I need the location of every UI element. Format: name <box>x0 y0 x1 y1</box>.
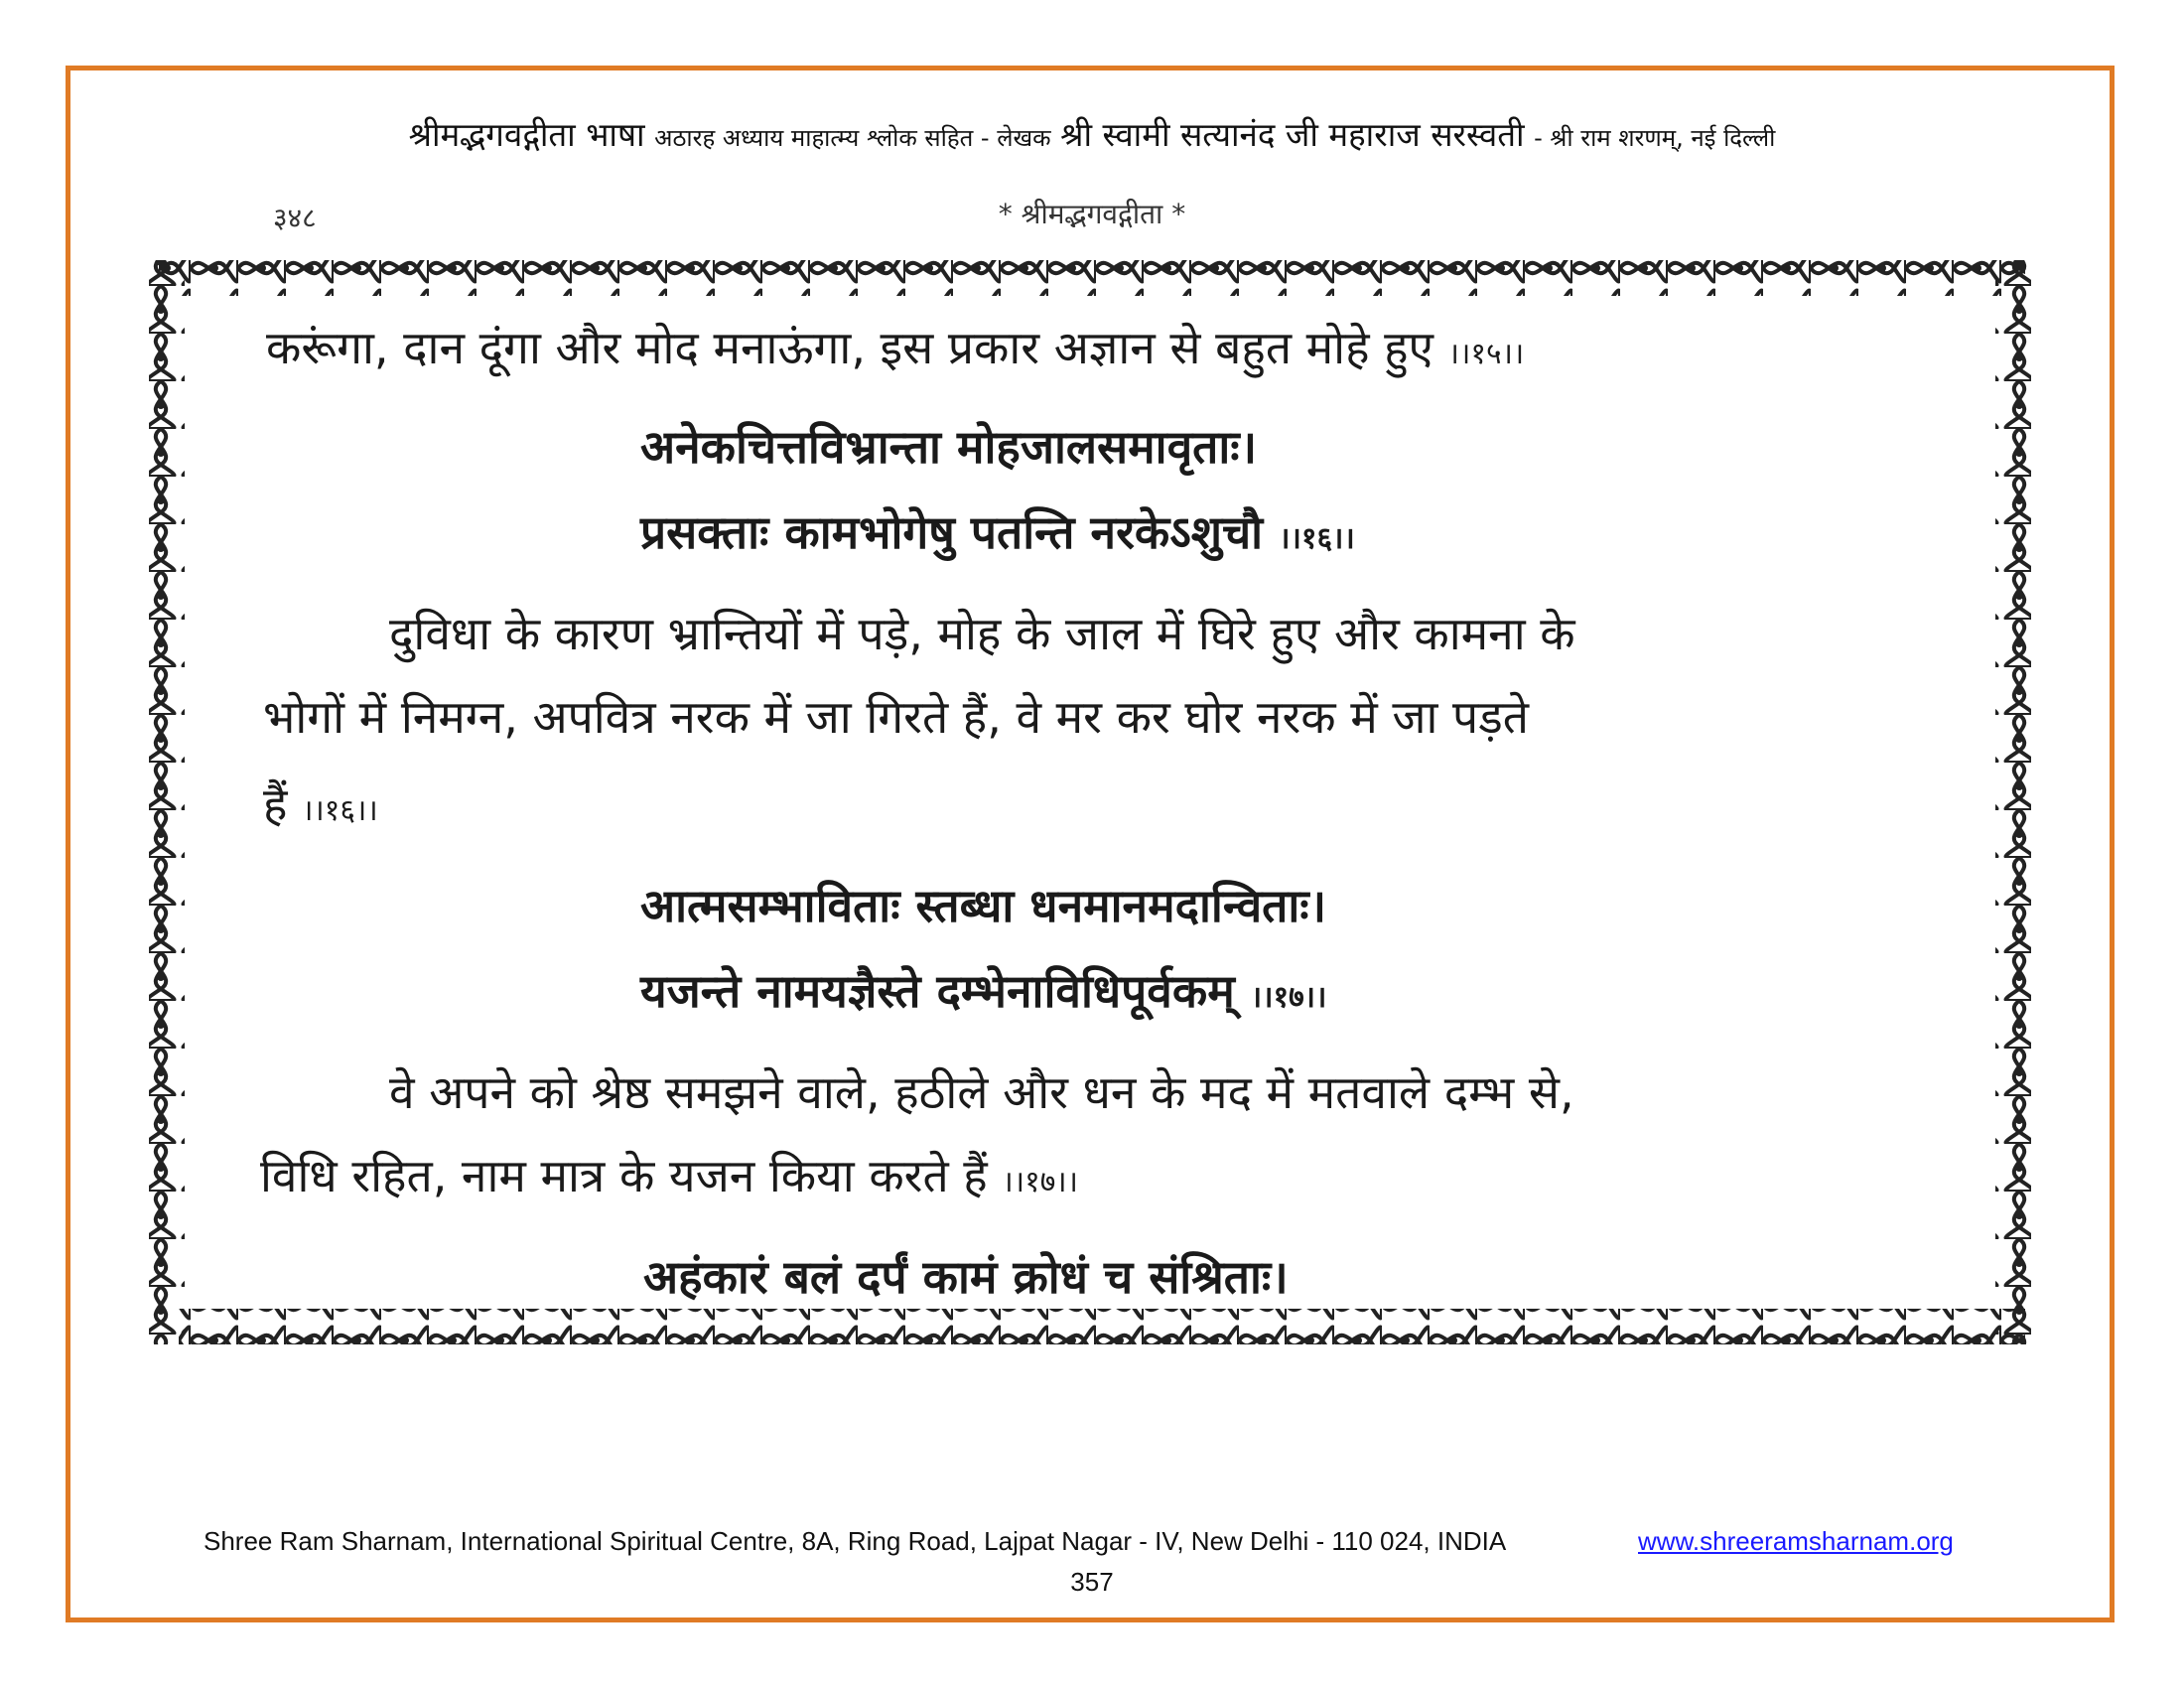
line-text: अहंकारं बलं दर्पं कामं क्रोधं च संश्रिताः। <box>643 1250 1289 1304</box>
line-text: वे अपने को श्रेष्ठ समझने वाले, हठीले और धन के मद में मतवाले दम्भ से, <box>389 1065 1574 1119</box>
footer-website-link[interactable]: www.shreeramsharnam.org <box>1638 1526 1954 1556</box>
header-title-1: श्रीमद्भगवद्गीता भाषा <box>408 115 645 154</box>
line-text: हैं <box>263 777 288 831</box>
verse-16-line-2 <box>640 500 1355 562</box>
verse-16-line-1 <box>640 415 1257 477</box>
header-title-4: - श्री राम शरणम्, नई दिल्ली <box>1534 124 1776 152</box>
verse-number: ।।१७।। <box>1250 980 1327 1015</box>
scan-page-number: ३४८ <box>273 202 317 234</box>
border-bottom <box>179 1309 2025 1344</box>
verse-17-line-2 <box>640 959 1326 1021</box>
text-line-4 <box>389 602 1575 663</box>
verse-17-line-1 <box>640 874 1326 935</box>
line-text: करूंगा, दान दूंगा और मोद मनाऊंगा, इस प्रकार अज्ञान से बहुत मोहे हुए <box>266 321 1433 374</box>
line-text: विधि रहित, नाम मात्र के यजन किया करते हैं <box>260 1149 988 1202</box>
border-right <box>1995 260 2031 1344</box>
footer-address: Shree Ram Sharnam, International Spiritual Centre, 8A, Ring Road, Lajpat Nagar - IV, New Delhi - 110 024, INDIA <box>204 1526 1507 1556</box>
text-line-10 <box>260 1144 1078 1205</box>
text-line-9 <box>389 1060 1574 1122</box>
verse-number: ।।१७।। <box>1002 1165 1079 1199</box>
line-text: भोगों में निमग्न, अपवित्र नरक में जा गिरते हैं, वे मर कर घोर नरक में जा पड़ते <box>263 690 1529 744</box>
line-text: दुविधा के कारण भ्रान्तियों में पड़े, मोह के जाल में घिरे हुए और कामना के <box>389 607 1575 660</box>
text-line-5 <box>263 685 1529 747</box>
header-title-3: श्री स्वामी सत्यानंद जी महाराज सरस्वती <box>1060 115 1525 154</box>
border-left <box>149 260 185 1344</box>
border-top <box>159 260 2025 296</box>
verse-number: ।।१५।। <box>1447 337 1525 371</box>
verse-18-line-1 <box>643 1245 1289 1307</box>
running-title: * श्रीमद्भगवद्गीता * <box>998 198 1186 230</box>
line-text: प्रसक्ताः कामभोगेषु पतन्ति नरकेऽशुचौ <box>640 505 1264 559</box>
footer-page-number: 357 <box>1070 1567 1114 1597</box>
text-line-1 <box>266 316 1524 377</box>
header-title-2: अठारह अध्याय माहात्म्य श्लोक सहित - लेखक <box>654 124 1051 152</box>
line-text: आत्मसम्भाविताः स्तब्धा धनमानमदान्विताः। <box>640 879 1327 932</box>
line-text: अनेकचित्तविभ्रान्ता मोहजालसमावृताः। <box>640 420 1258 474</box>
line-text: यजन्ते नामयज्ञैस्ते दम्भेनाविधिपूर्वकम् <box>640 964 1235 1018</box>
verse-number: ।।१६।। <box>1279 521 1355 556</box>
text-line-6 <box>263 773 378 834</box>
verse-number: ।।१६।। <box>302 793 378 828</box>
